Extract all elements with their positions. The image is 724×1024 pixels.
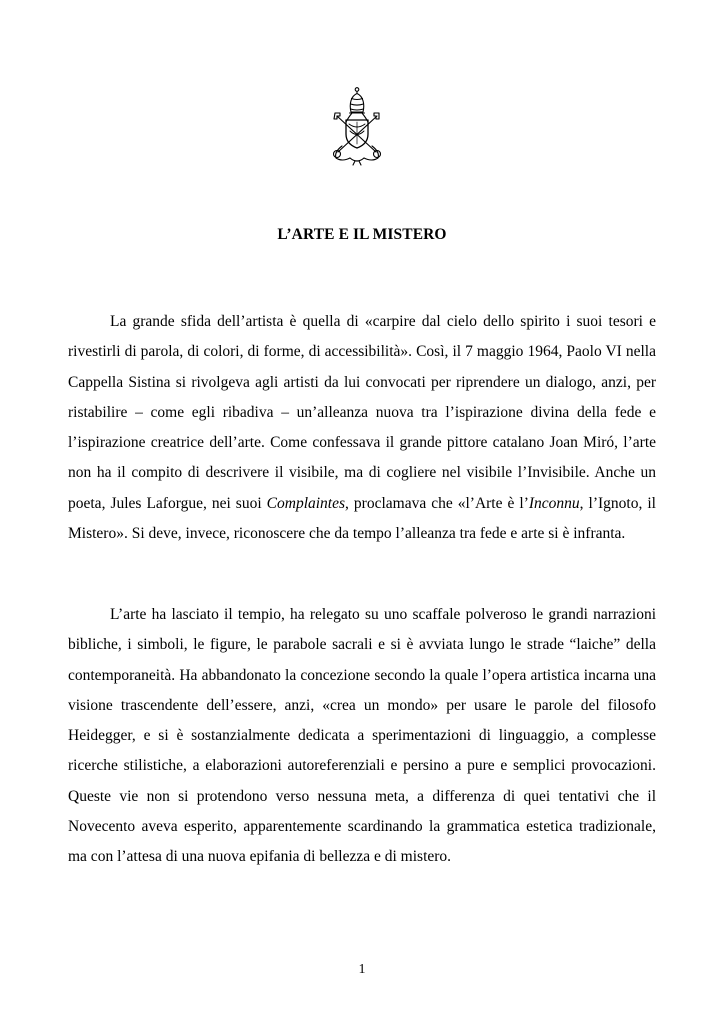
italic-text-run: Complaintes [266,494,346,512]
text-run: , proclamava che «l’Arte è l’ [345,494,529,512]
papal-coat-of-arms-icon [322,86,392,166]
body-paragraph [68,600,656,873]
text-run: L’arte ha lasciato il tempio, ha relegato su uno scaffale polveroso le grandi narrazioni bibliche, i simboli, le figure, le parabole sacrali e si è avviata lungo le strade “laiche” della contemporaneità. Ha abbandonato la concezione secondo la quale l’opera artistica incarna una visione trascendente dell’essere, anzi, «crea un mondo» per usare le parole del filosofo Heidegger, e si è sostanzialmente dedicata a sperimentazioni di linguaggio, a complesse ricerche stilistiche, a elaborazioni autoreferenziali e persino a pure e semplici provocazioni. Queste vie non si protendono verso nessuna meta, a differenza di quei tentativi che il Novecento aveva esperito, apparentemente scardinando la grammatica estetica tradizionale, ma con l’attesa di una nuova epifania di bellezza e di mistero. [68,606,656,866]
body-paragraph [68,307,656,549]
italic-text-run: Inconnu [528,494,580,512]
text-run: La grande sfida dell’artista è quella di «carpire dal cielo dello spirito i suoi tesori e rivestirli di parola, di colori, di forme, di accessibilità». Così, il 7 maggio 1964, Paolo VI nella Cappella Sistina si rivolgeva agli artisti da lui convocati per riprendere un dialogo, anzi, per ristabilire – come egli ribadiva – un’alleanza nuova tra l’ispirazione divina della fede e l’ispirazione creatrice dell’arte. Come confessava il grande pittore catalano Joan Miró, l’arte non ha il compito di descrivere il visibile, ma di cogliere nel visibile l’Invisibile. Anche un poeta, Jules Laforgue, nei suoi [68,313,656,512]
page-number: 1 [358,962,366,977]
text-run: , l’Ignoto, il Mistero». Si deve, invece, riconoscere che da tempo l’alleanza tra fede e arte si è infranta. [68,494,656,543]
document-title: L’ARTE E IL MISTERO [277,226,447,243]
